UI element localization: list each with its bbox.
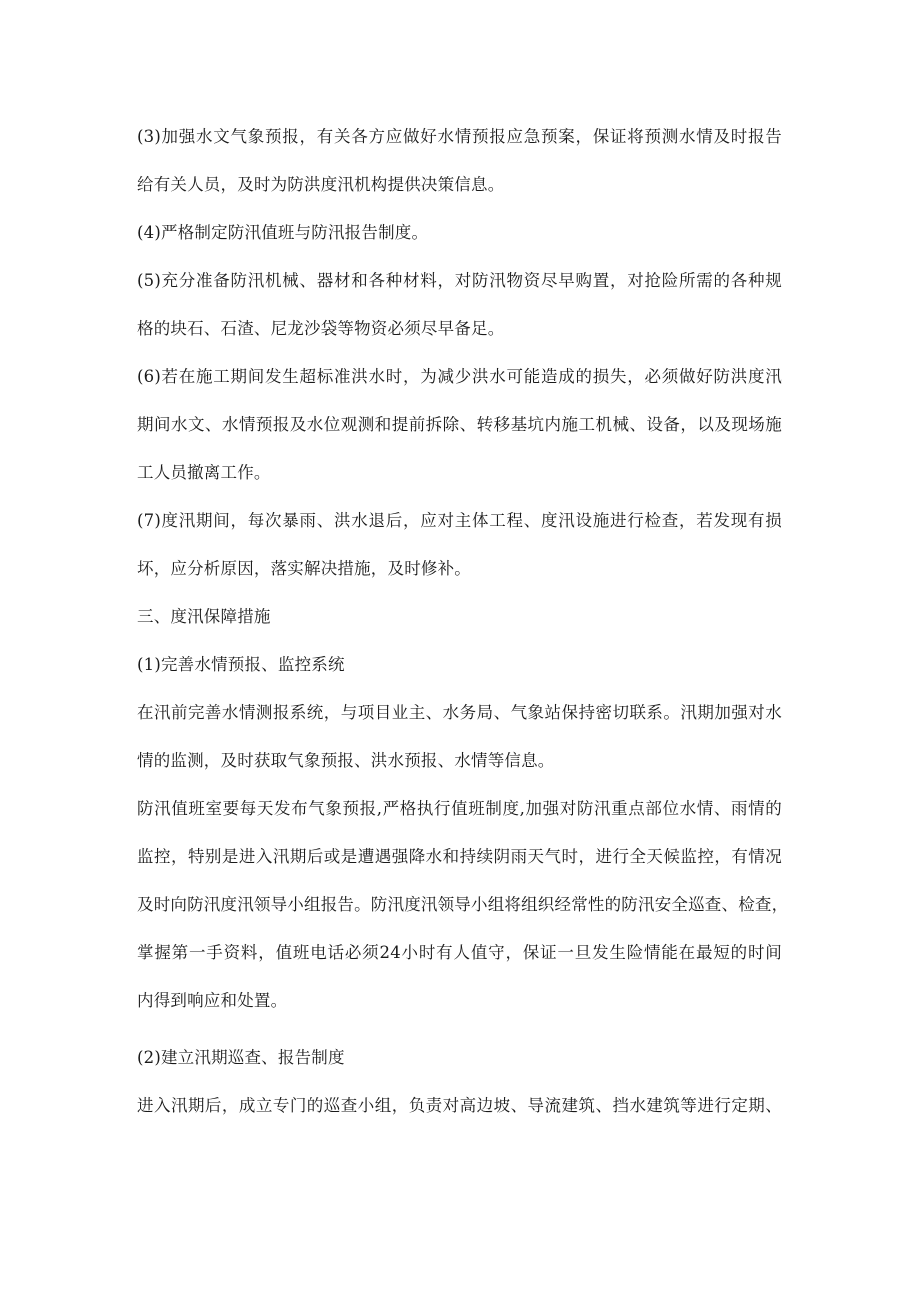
paragraph-sub1-b-line-4: 掌握第一手资料，值班电话必须24小时有人值守，保证一旦发生险情能在最短的时间: [137, 943, 782, 962]
paragraph-7-line-2: 坏，应分析原因，落实解决措施，及时修补。: [137, 559, 471, 578]
subheading-2: (2)建立汛期巡查、报告制度: [137, 1048, 345, 1067]
paragraph-sub1-a-line-1: 在汛前完善水情测报系统，与项目业主、水务局、气象站保持密切联系。汛期加强对水: [137, 703, 782, 722]
paragraph-sub1-b-line-2: 监控，特别是进入汛期后或是遭遇强降水和持续阴雨天气时，进行全天候监控，有情况: [137, 847, 782, 866]
paragraph-6-line-1: (6)若在施工期间发生超标准洪水时，为减少洪水可能造成的损失，必须做好防洪度汛: [137, 367, 782, 386]
paragraph-sub2-line-1: 进入汛期后，成立专门的巡查小组，负责对高边坡、导流建筑、挡水建筑等进行定期、: [137, 1096, 782, 1115]
paragraph-sub1-b-line-5: 内得到响应和处置。: [137, 991, 288, 1010]
subheading-1: (1)完善水情预报、监控系统: [137, 655, 345, 674]
paragraph-5-line-2: 格的块石、石渣、尼龙沙袋等物资必须尽早备足。: [137, 319, 505, 338]
paragraph-3-line-1: (3)加强水文气象预报，有关各方应做好水情预报应急预案，保证将预测水情及时报告: [137, 127, 782, 146]
paragraph-sub1-b-line-3: 及时向防汛度汛领导小组报告。防汛度汛领导小组将组织经常性的防汛安全巡查、检查，: [137, 895, 789, 914]
paragraph-3-line-2: 给有关人员，及时为防洪度汛机构提供决策信息。: [137, 175, 505, 194]
paragraph-sub1-b-line-1: 防汛值班室要每天发布气象预报,严格执行值班制度,加强对防汛重点部位水情、雨情的: [137, 799, 782, 818]
paragraph-4: (4)严格制定防汛值班与防汛报告制度。: [137, 223, 429, 242]
section-heading: 三、度汛保障措施: [137, 607, 271, 626]
paragraph-5-line-1: (5)充分准备防汛机械、器材和各种材料，对防汛物资尽早购置，对抢险所需的各种规: [137, 271, 782, 290]
paragraph-6-line-2: 期间水文、水情预报及水位观测和提前拆除、转移基坑内施工机械、设备，以及现场施: [137, 415, 782, 434]
paragraph-sub1-a-line-2: 情的监测，及时获取气象预报、洪水预报、水情等信息。: [137, 751, 555, 770]
paragraph-7-line-1: (7)度汛期间，每次暴雨、洪水退后，应对主体工程、度汛设施进行检查，若发现有损: [137, 511, 782, 530]
paragraph-6-line-3: 工人员撤离工作。: [137, 463, 271, 482]
